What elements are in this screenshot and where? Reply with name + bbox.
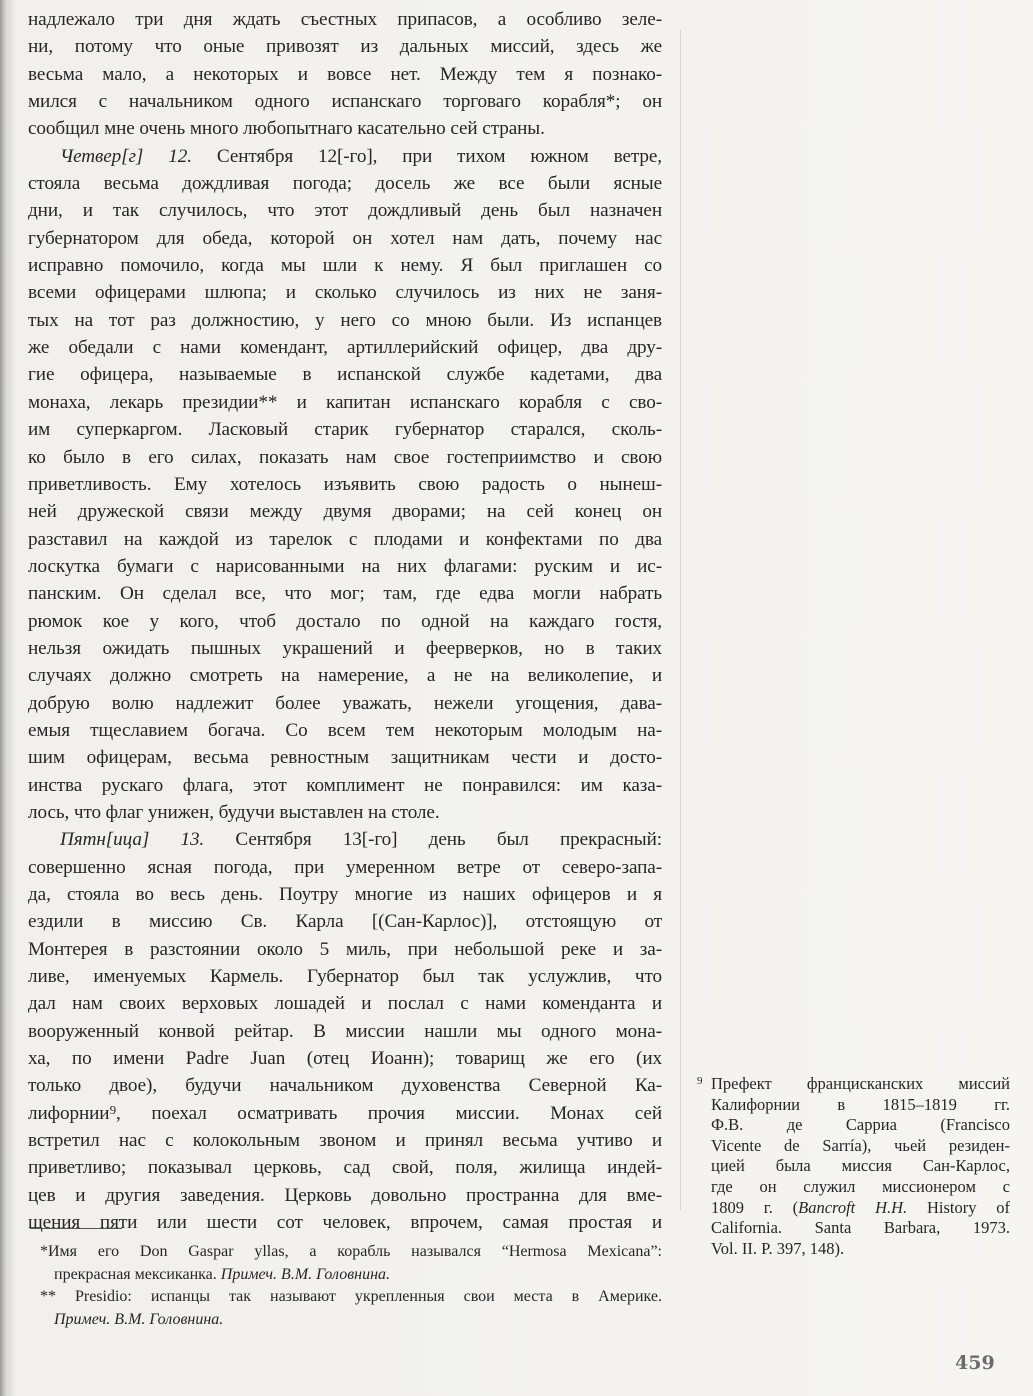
text-line [28, 279, 662, 306]
page-number: 459 [955, 1352, 995, 1374]
text-line [28, 33, 662, 60]
footnote-line [40, 1309, 662, 1332]
line-text: сообщил мне очень много любопытнаго касательно сей страны. [28, 118, 545, 140]
text-line [28, 881, 662, 908]
line-text: дал нам своих верховых лошадей и послал с нами коменданта и [28, 993, 662, 1015]
line-text: лоскутка бумаги с нарисованными на них флагами: руским и ис- [28, 555, 662, 577]
text-line [28, 635, 662, 662]
margin-note-line [697, 1156, 1010, 1177]
italic-text: Bancroft H.H. [798, 1197, 908, 1217]
line-text: цией была миссия Сан-Карлос, [711, 1156, 1010, 1176]
line-text: добрую волю надлежит более уважать, нежели угощения, дава- [28, 692, 662, 714]
text-line [28, 361, 662, 388]
margin-note-line [697, 1115, 1010, 1136]
text-line [28, 1127, 662, 1154]
line-text: 1809 г. ( [711, 1197, 799, 1217]
text-line [28, 334, 662, 361]
line-text: случаях должно смотреть на намерение, а не на великолепие, и [28, 665, 662, 687]
text-line [28, 1045, 662, 1072]
line-text: шим офицерам, весьма ревностным защитникам чести и досто- [28, 747, 662, 769]
line-text: приветливо; показывал церковь, сад свой, поля, жилища индей- [28, 1157, 662, 1179]
text-line [28, 963, 662, 990]
margin-note-line [697, 1095, 1010, 1116]
footnote-line [40, 1286, 662, 1309]
text-line [28, 61, 662, 88]
margin-note-line [697, 1198, 1010, 1219]
line-text: где он служил миссионером с [711, 1176, 1010, 1196]
line-text: *Имя его Don Gaspar yllas, а корабль назывался “Hermosa Mexicana”: [40, 1243, 662, 1260]
text-line [28, 444, 662, 471]
italic-text: Примеч. В.М. Головнина. [54, 1310, 224, 1328]
text-line [28, 662, 662, 689]
line-text: стояла весьма дождливая погода; досель же все были ясные [28, 173, 662, 195]
line-text: ней дружеской связи между двумя дворами; на сей конец он [28, 501, 662, 523]
line-text: щения пяти или шести сот человек, впрочем, самая простая и [28, 1212, 662, 1234]
text-line [28, 936, 662, 963]
margin-note-line [697, 1218, 1010, 1239]
text-line [28, 799, 662, 826]
text-line [28, 307, 662, 334]
line-text: ** Presidio: испанцы так называют укрепленныя свои места в Америке. [40, 1288, 662, 1305]
text-line [28, 6, 662, 33]
line-text: да, стояла во весь день. Поутру многие из наших офицеров и я [28, 884, 662, 905]
text-line [28, 1209, 662, 1236]
text-line [28, 471, 662, 498]
margin-note-line [697, 1177, 1010, 1198]
line-text: всеми офицерами шлюпа; и сколько случилось из них не заня- [28, 282, 662, 304]
text-line [28, 854, 662, 881]
line-text: ко было в его силах, показать нам свое гостеприимство и свою [28, 446, 662, 468]
line-text: разставил на каждой из тарелок с плодами и конфектами по два [28, 528, 662, 550]
margin-note [697, 1074, 1010, 1259]
line-text: Vicente de Sarría), чьей резиден- [711, 1135, 1010, 1155]
text-line [28, 225, 662, 252]
line-text: ездили в миссию Св. Карла [(Сан-Карлос)], отстоящую от [28, 911, 662, 933]
italic-text: Четвер[г] 12. [60, 145, 192, 167]
line-text: лифорнии⁹, поехал осматривать прочия миссии. Монах сей [28, 1102, 662, 1124]
line-text: весьма мало, а некоторых и вовсе нет. Между тем я познако- [28, 63, 662, 85]
line-text: History of [907, 1197, 1011, 1217]
text-line [28, 498, 662, 525]
footnotes [40, 1241, 662, 1331]
text-line [28, 990, 662, 1017]
text-line [28, 88, 662, 115]
line-text: им суперкаргом. Ласковый старик губернатор старался, сколь- [28, 419, 662, 441]
text-line [28, 416, 662, 443]
line-text: губернатором для обеда, которой он хотел нам дать, почему нас [28, 227, 662, 249]
text-line [28, 772, 662, 799]
text-line [28, 1072, 662, 1099]
line-text: вооруженный конвой рейтар. В миссии нашли мы одного мона- [28, 1020, 662, 1042]
text-line [28, 744, 662, 771]
line-text: рюмок кое у кого, чтоб достало по одной на каждаго гостя, [28, 610, 662, 632]
line-text: Ф.В. де Сарриа (Francisco [711, 1115, 1010, 1135]
text-line [28, 908, 662, 935]
text-line [28, 1154, 662, 1181]
line-text: гие офицера, называемые в испанской службе кадетами, два [28, 364, 662, 386]
text-line [28, 143, 662, 170]
text-line [28, 197, 662, 224]
text-line [28, 1182, 662, 1209]
line-text: только двое), будучи начальником духовенства Северной Ка- [28, 1075, 662, 1097]
italic-text: Пятн[ица] 13. [60, 829, 205, 851]
text-line [28, 170, 662, 197]
text-line [28, 1018, 662, 1045]
line-text: ни, потому что оные привозят из дальных миссий, здесь же [28, 36, 662, 58]
line-text: тых на тот раз должностию, у него со мною были. Из испанцев [28, 309, 662, 331]
line-text: надлежало три дня ждать съестных припасов, а особливо зеле- [28, 9, 662, 30]
margin-note-line [697, 1136, 1010, 1157]
line-text: совершенно ясная погода, при умеренном ветре от северо-запа- [28, 856, 662, 878]
line-text: Сентября 13[-го] день был прекрасный: [204, 829, 662, 851]
line-text: Сентября 12[-го], при тихом южном ветре, [191, 145, 662, 167]
line-text: ха, по имени Padre Juan (отец Иоанн); товарищ же его (их [28, 1048, 662, 1070]
footnote-line [40, 1264, 662, 1287]
margin-note-marker: 9 [697, 1075, 703, 1087]
text-line [28, 580, 662, 607]
text-line [28, 115, 662, 142]
line-text: монаха, лекарь президии** и капитан испанскаго корабля с сво- [28, 391, 662, 413]
line-text: Калифорнии в 1815–1819 гг. [711, 1094, 1010, 1114]
text-line [28, 1100, 662, 1127]
text-line [28, 526, 662, 553]
main-text-column [28, 6, 662, 1236]
line-text: цев и другия заведения. Церковь довольно пространна для вме- [28, 1184, 662, 1206]
italic-text: Примеч. В.М. Головнина. [220, 1265, 391, 1283]
line-text: приветливость. Ему хотелось изъявить свою радость о нынеш- [28, 473, 662, 495]
line-text: встретил нас с колокольным звоном и принял весьма учтиво и [28, 1130, 662, 1152]
line-text: Vol. II. P. 397, 148). [711, 1238, 845, 1258]
line-text: Префект францисканских миссий [711, 1074, 1010, 1093]
footnote-divider [30, 1228, 122, 1229]
text-line [28, 717, 662, 744]
line-text: California. Santa Barbara, 1973. [711, 1218, 1010, 1238]
line-text: емыя тщеславием богача. Со всем тем некоторым молодым на- [28, 719, 662, 741]
line-text: Монтерея в разстоянии около 5 миль, при небольшой реке и за- [28, 938, 662, 960]
text-line [28, 553, 662, 580]
text-line [28, 690, 662, 717]
line-text: инства рускаго флага, этот комплимент не понравился: им каза- [28, 774, 662, 796]
margin-note-line [697, 1239, 1010, 1260]
footnote-line [40, 1241, 662, 1264]
line-text: панским. Он сделал все, что мог; там, где едва могли набрать [28, 583, 662, 605]
line-text: дни, и так случилось, что этот дождливый день был назначен [28, 200, 662, 222]
column-divider [680, 30, 681, 1210]
text-line [28, 826, 662, 853]
line-text: же обедали с нами комендант, артиллерийский офицер, два дру- [28, 337, 662, 359]
line-text: ливе, именуемых Кармель. Губернатор был так услужлив, что [28, 966, 662, 988]
text-line [28, 389, 662, 416]
line-text: нельзя ожидать пышных украшений и феерверков, но в таких [28, 637, 662, 659]
margin-note-line [697, 1074, 1010, 1095]
line-text: исправно помочило, когда мы шли к нему. Я был приглашен со [28, 255, 662, 277]
text-line [28, 608, 662, 635]
text-line [28, 252, 662, 279]
line-text: лось, что флаг унижен, будучи выставлен на столе. [28, 801, 440, 823]
line-text: мился с начальником одного испанскаго торговаго корабля*; он [28, 91, 662, 113]
line-text: прекрасная мексиканка. [54, 1265, 221, 1283]
